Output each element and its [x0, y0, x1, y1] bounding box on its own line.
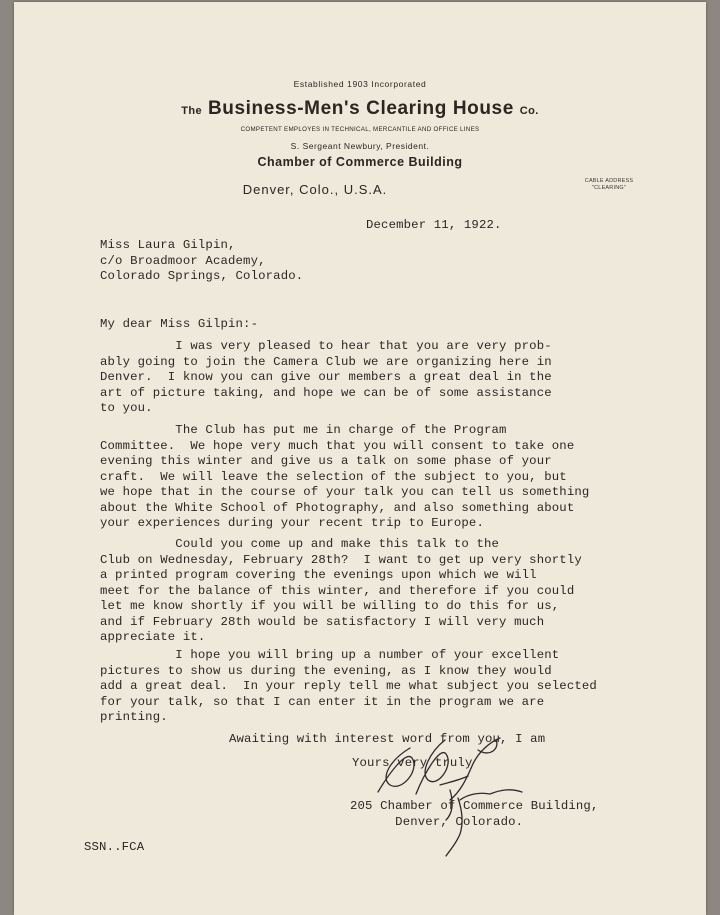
sender-address-line: Denver, Colorado. [350, 814, 524, 829]
letter-date: December 11, 1922. [366, 218, 502, 232]
letter-sheet [14, 2, 706, 915]
salutation: My dear Miss Gilpin:- [100, 317, 259, 331]
established-line: Established 1903 Incorporated [293, 79, 427, 89]
paragraph-1: I was very pleased to hear that you are very prob- ably going to join the Camera Club we are organizing here in Denver. I know you can give our members a great deal in the art of picture taking, and hope we can be of some assistance to you. [100, 339, 552, 415]
company-president: S. Sergeant Newbury, President. [290, 141, 430, 151]
paragraph-4: I hope you will bring up a number of your excellent pictures to show us during the evening, as I know they would add a great deal. In your reply tell me what subject you selected for your talk, so that I can enter it in the program we are printing. [100, 648, 597, 724]
company-co: Co. [519, 105, 539, 117]
company-name: Business-Men's Clearing House [207, 98, 514, 119]
complimentary-close: Yours very truly [352, 756, 473, 770]
recipient-line: c/o Broadmoor Academy, [100, 253, 266, 268]
sender-address-line: 205 Chamber of Commerce Building, [350, 799, 599, 813]
paragraph-2: The Club has put me in charge of the Program Committee. We hope very much that you will consent to take one evening this winter and give us a talk on some phase of your craft. We will leave the selection of the subject to you, but we hope that in the course of your talk you can tell us something about the White School of Photography, and also something about your experiences during your recent trip to Europe. [100, 423, 590, 530]
cable-address-label: CABLE ADDRESS [584, 178, 634, 184]
recipient-line: Colorado Springs, Colorado. [100, 269, 304, 283]
typist-initials: SSN..FCA [84, 840, 145, 854]
paragraph-3: Could you come up and make this talk to the Club on Wednesday, February 28th? I want to get up very shortly a printed program covering the evenings upon which we will meet for the balance of this winter, and therefore if you could let me know shortly if you will be willing to do this for us, and if February 28th would be satisfactory I will very much appreciate it. [100, 537, 582, 644]
closing-line: Awaiting with interest word from you, I am [229, 732, 546, 746]
recipient-address [100, 238, 303, 285]
company-city: Denver, Colo., U.S.A. [242, 182, 388, 197]
company-building: Chamber of Commerce Building [257, 155, 463, 169]
handwritten-signature [350, 730, 560, 860]
company-tagline: COMPETENT EMPLOYES IN TECHNICAL, MERCANTILE AND OFFICE LINES [240, 126, 480, 133]
company-name-line [14, 98, 706, 120]
cable-address [574, 178, 644, 192]
recipient-line: Miss Laura Gilpin, [100, 238, 236, 252]
company-the: The [181, 105, 203, 117]
cable-address-value: "CLEARING" [591, 185, 627, 191]
